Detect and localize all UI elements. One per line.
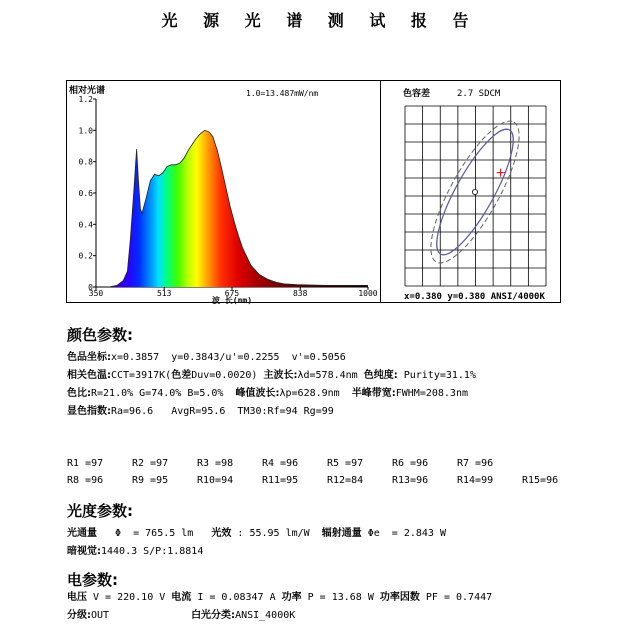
class-value: OUT xyxy=(91,610,110,621)
sdcm-value: 2.7 SDCM xyxy=(457,89,501,99)
duv-label: 色差 xyxy=(171,370,192,381)
photometric-heading: 光度参数: xyxy=(67,502,133,520)
ratio-label: 色比: xyxy=(67,388,91,399)
current-label: 电流 xyxy=(171,592,192,603)
voltage-label: 电压 xyxy=(67,592,87,603)
fwhm-value: FWHM=208.3nm xyxy=(395,388,468,399)
white-class-value: ANSI_4000K xyxy=(235,610,296,621)
r-value: R14=99 xyxy=(457,475,494,486)
scotopic-label: 暗视觉: xyxy=(67,546,101,557)
r-value: R5 =97 xyxy=(327,458,364,469)
r-value: R6 =96 xyxy=(392,458,429,469)
r-value: R12=84 xyxy=(327,475,364,486)
white-class-label: 白光分类: xyxy=(191,610,236,621)
x-tick-label: 350 xyxy=(88,289,104,298)
r-value: R3 =98 xyxy=(197,458,234,469)
y-tick-label: 0.6 xyxy=(78,189,93,198)
chroma-value: x=0.3857 y=0.3843/u'=0.2255 v'=0.5056 xyxy=(111,352,346,363)
voltage-value: V = 220.10 V xyxy=(87,592,172,603)
dominant-label: 主波长: xyxy=(263,370,298,381)
radiant-value: Φe = 2.843 W xyxy=(361,528,446,539)
flux-line xyxy=(67,524,446,539)
y-tick-label: 0.2 xyxy=(78,251,93,261)
chroma-line xyxy=(67,348,346,363)
ratio-line xyxy=(67,384,468,399)
cct-value: CCT=3917K( xyxy=(111,370,172,381)
color-params-heading: 颜色参数: xyxy=(67,326,133,344)
cri-label: 显色指数: xyxy=(67,406,111,417)
flux-label: 光通量 xyxy=(67,528,97,539)
x-tick-label: 838 xyxy=(292,289,308,298)
y-tick-label: 1.0 xyxy=(78,126,93,136)
x-tick-label: 513 xyxy=(156,289,172,298)
cri-line xyxy=(67,402,334,417)
peak-label: 峰值波长: xyxy=(235,388,280,399)
chromaticity-readout: x=0.380 y=0.380 ANSI/4000K xyxy=(404,292,545,302)
r-value: R2 =97 xyxy=(132,458,169,469)
spectrum-annotation: 1.0=13.487mW/nm xyxy=(246,89,319,98)
r-value: R15=96 xyxy=(522,475,559,486)
electrical-heading: 电参数: xyxy=(67,571,118,589)
r-value: R13=96 xyxy=(392,475,429,486)
x-tick-label: 1000 xyxy=(358,289,378,298)
efficacy-label: 光效 xyxy=(211,528,232,539)
efficacy-value: : 55.95 lm/W xyxy=(231,528,322,539)
spectrum-title: 相对光谱 xyxy=(69,86,106,96)
r-value: R1 =97 xyxy=(67,458,104,469)
y-tick-label: 0.8 xyxy=(78,157,93,167)
cct-line xyxy=(67,366,476,381)
purity-label: 色纯度: xyxy=(363,370,398,381)
pf-value: PF = 0.7447 xyxy=(419,592,493,603)
y-tick-label: 0.4 xyxy=(78,220,93,230)
scotopic-line xyxy=(67,542,203,557)
cct-label: 相关色温: xyxy=(67,370,111,381)
duv-value: Duv=0.0020) xyxy=(191,370,264,381)
r-value: R7 =96 xyxy=(457,458,494,469)
measured-point xyxy=(497,169,505,177)
y-tick-label: 0 xyxy=(88,283,93,292)
power-value: P = 13.68 W xyxy=(301,592,380,603)
class-line xyxy=(67,606,295,621)
radiant-label: 辐射通量 xyxy=(321,528,362,539)
y-tick-label: 1.2 xyxy=(78,95,93,104)
r-value: R10=94 xyxy=(197,475,234,486)
r-value: R11=95 xyxy=(262,475,299,486)
pf-label: 功率因数 xyxy=(379,592,420,603)
x-tick-label: 675 xyxy=(224,289,240,298)
cri-value: Ra=96.6 AvgR=95.6 TM30:Rf=94 Rg=99 xyxy=(111,406,334,417)
r-value: R4 =96 xyxy=(262,458,299,469)
fwhm-label: 半峰带宽: xyxy=(351,388,396,399)
r-value: R8 =96 xyxy=(67,475,104,486)
class-label: 分级: xyxy=(67,610,91,621)
scotopic-value: 1440.3 S/P:1.8814 xyxy=(101,546,204,557)
chroma-label: 色品坐标: xyxy=(67,352,111,363)
report-title: 光 源 光 谱 测 试 报 告 xyxy=(161,11,479,30)
electrical-line xyxy=(67,588,492,603)
target-point xyxy=(472,189,477,194)
current-value: I = 0.08347 A xyxy=(191,592,282,603)
power-label: 功率 xyxy=(281,592,302,603)
purity-value: Purity=31.1% xyxy=(397,370,476,381)
peak-value: λp=628.9nm xyxy=(279,388,352,399)
dominant-value: λd=578.4nm xyxy=(297,370,364,381)
chromaticity-title: 色容差 xyxy=(403,89,431,99)
flux-value: Φ = 765.5 lm xyxy=(97,528,212,539)
r-value: R9 =95 xyxy=(132,475,169,486)
ratio-value: R=21.0% G=74.0% B=5.0% xyxy=(91,388,236,399)
spectrum-xlabel: 波 长(nm) xyxy=(211,296,253,305)
